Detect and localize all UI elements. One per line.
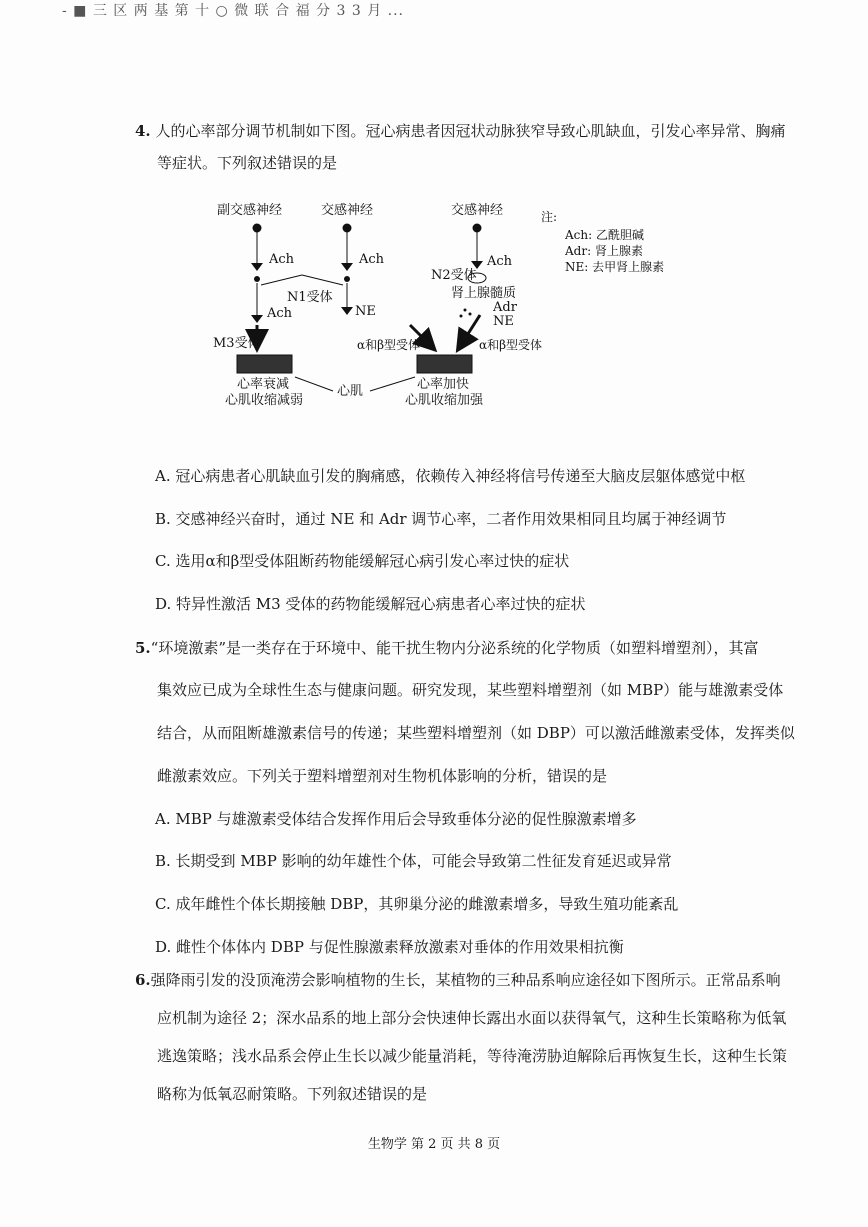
q4-option-d: D. 特异性激活 M3 受体的药物能缓解冠心病患者心率过快的症状 — [155, 595, 586, 613]
label-ne-1: NE — [355, 304, 376, 319]
label-m3: M3受体 — [213, 336, 261, 351]
label-slow-2: 心肌收缩减弱 — [225, 393, 304, 408]
q5-option-a: A. MBP 与雄激素受体结合发挥作用后会导致垂体分泌的促性腺激素增多 — [155, 810, 637, 828]
q4-stem-line1 — [135, 120, 785, 141]
q5-line3: 结合，从而阻断雄激素信号的传递；某些塑料增塑剂（如 DBP）可以激活雌激素受体，发挥类似 — [157, 724, 795, 742]
label-parasympathetic: 副交感神经 — [217, 203, 283, 218]
q6-line4: 略称为低氧忍耐策略。下列叙述错误的是 — [157, 1085, 428, 1103]
q5-number: 5. — [135, 639, 151, 657]
q5-option-c: C. 成年雌性个体长期接触 DBP，其卵巢分泌的雌激素增多，导致生殖功能紊乱 — [155, 895, 679, 913]
q4-stem-line2: 等症状。下列叙述错误的是 — [157, 154, 338, 172]
q6-line2: 应机制为途径 2；深水品系的地上部分会快速伸长露出水面以获得氧气，这种生长策略称为低氧 — [157, 1009, 787, 1027]
neuron-body-right — [473, 224, 481, 232]
note-title: 注: — [541, 210, 558, 224]
q6-line1 — [135, 969, 781, 990]
q4-option-b: B. 交感神经兴奋时，通过 NE 和 Adr 调节心率，二者作用效果相同且均属于神经调节 — [155, 510, 727, 528]
note-2: Adr: 肾上腺素 — [565, 244, 643, 258]
muscle-link-right — [370, 377, 415, 391]
note-3: NE: 去甲肾上腺素 — [565, 260, 665, 274]
q4-stem-text1: 人的心率部分调节机制如下图。冠心病患者因冠状动脉狭窄导致心肌缺血，引发心率异常、胸痛 — [155, 122, 786, 140]
label-ach-1: Ach — [269, 252, 295, 267]
label-fast-1: 心率加快 — [417, 377, 470, 392]
q5-line4: 雌激素效应。下列关于塑料增塑剂对生物机体影响的分析，错误的是 — [157, 767, 608, 785]
label-ne-2: NE — [493, 314, 514, 329]
page-footer: 生物学 第 2 页 共 8 页 — [367, 1137, 501, 1152]
q4-option-a: A. 冠心病患者心肌缺血引发的胸痛感，依赖传入神经将信号传递至大脑皮层躯体感觉中枢 — [155, 467, 746, 485]
q5-text1: “环境激素”是一类存在于环境中、能干扰生物内分泌系统的化学物质（如塑料增塑剂），其富 — [150, 639, 759, 657]
label-ab-left: α和β型受体 — [357, 338, 421, 352]
label-slow-1: 心率衰减 — [237, 377, 290, 392]
q6-number: 6. — [135, 971, 151, 989]
label-fast-2: 心肌收缩加强 — [405, 393, 484, 408]
q6-line3: 逃逸策略；浅水品系会停止生长以减少能量消耗，等待淹涝胁迫解除后再恢复生长，这种生长策 — [157, 1047, 788, 1065]
label-adr: Adr — [493, 300, 517, 315]
label-ab-right: α和β型受体 — [479, 338, 543, 352]
q6-text1: 强降雨引发的没顶淹涝会影响植物的生长，某植物的三种品系响应途径如下图所示。正常品系响 — [150, 971, 781, 989]
label-ach-2: Ach — [359, 252, 385, 267]
note-1: Ach: 乙酰胆碱 — [565, 228, 644, 242]
muscle-link-left — [295, 377, 333, 391]
q5-option-d: D. 雌性个体体内 DBP 与促性腺激素释放激素对垂体的作用效果相抗衡 — [155, 938, 624, 956]
heart-muscle-left — [237, 355, 292, 373]
label-sympathetic-mid: 交感神经 — [321, 203, 374, 218]
neuron-body-left — [253, 224, 261, 232]
label-muscle: 心肌 — [337, 384, 364, 399]
synapse-mid-1 — [344, 276, 350, 282]
q4-option-c: C. 选用α和β型受体阻断药物能缓解冠心病引发心率过快的症状 — [155, 552, 570, 570]
synapse-left-1 — [254, 276, 260, 282]
label-n1: N1受体 — [287, 290, 333, 305]
label-sympathetic-right: 交感神经 — [451, 203, 504, 218]
terminal-mid-2 — [341, 307, 353, 315]
label-n2: N2受体 — [431, 268, 477, 283]
label-adrenal: 肾上腺髓质 — [451, 286, 517, 301]
q5-option-b: B. 长期受到 MBP 影响的幼年雄性个体，可能会导致第二性征发育延迟或异常 — [155, 852, 672, 870]
neuron-body-mid — [343, 224, 351, 232]
q5-line1 — [135, 637, 759, 658]
heart-muscle-right — [417, 355, 472, 373]
arrow-adr-to-receptor — [459, 315, 480, 348]
q5-line2: 集效应已成为全球性生态与健康问题。研究发现，某些塑料增塑剂（如 MBP）能与雄激素受体 — [157, 681, 784, 699]
n1-line-right — [302, 275, 343, 285]
header-noise: - ■ 三 区 两 基 第 十 ○ 微 联 合 福 分 3 3 月 ... — [62, 3, 404, 19]
n1-line-left — [261, 275, 302, 285]
heart-rate-diagram — [195, 195, 695, 425]
label-ach-4: Ach — [267, 306, 293, 321]
terminal-left-2 — [251, 315, 263, 323]
label-ach-3: Ach — [487, 254, 513, 269]
terminal-mid-1 — [341, 263, 353, 271]
terminal-left-1 — [251, 263, 263, 271]
q4-number: 4. — [135, 122, 151, 140]
